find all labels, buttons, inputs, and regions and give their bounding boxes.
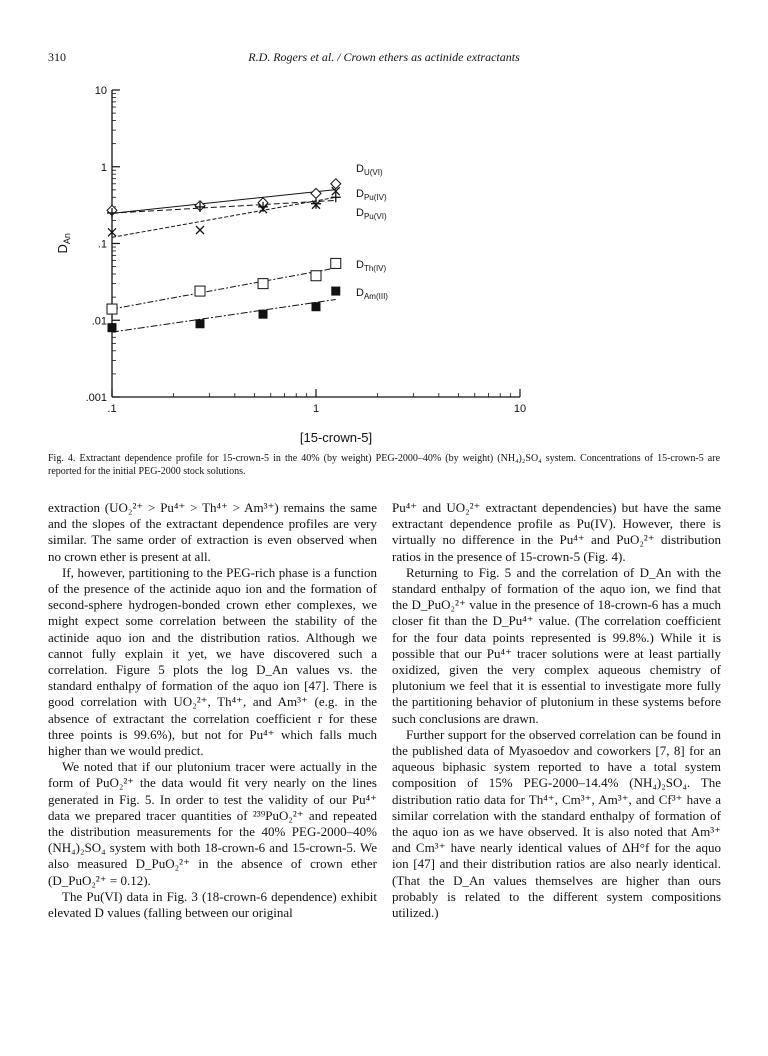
- right-paragraph-1: Pu⁴⁺ and UO₂²⁺ extractant dependencies) but have the same extractant dependence profile as Pu(IV). However, there is virtually no difference in the Pu⁴⁺ and PuO₂²⁺ distribution ratios in the presence of 15-crown-5 (Fig. 4).: [392, 500, 721, 564]
- fit-line: [112, 197, 336, 237]
- am-iii-point: [312, 302, 321, 311]
- th-iv-point: [107, 304, 117, 314]
- fit-lines: [112, 190, 336, 332]
- th-iv-point: [331, 258, 341, 268]
- left-paragraph-3: We noted that if our plutonium tracer were actually in the form of PuO₂²⁺ the data would fit very nearly on the lines generated in Fig. 5. In order to test the validity of our Pu⁴⁺ data we prepared tracer quantities of ²³⁹PuO₂²⁺ and repeated the distribution measurements for the 40% PEG-2000–40% (NH₄)₂SO₄ system with both 18-crown-6 and 15-crown-5. We also measured D_PuO₂²⁺ in the absence of crown ether (D_PuO₂²⁺ = 0.12).: [48, 759, 377, 888]
- running-head: R.D. Rogers et al. / Crown ethers as actinide extractants: [248, 50, 520, 64]
- extractant-dependence-chart: [0, 0, 768, 450]
- y-axis-label: $D_{An}$: [55, 233, 72, 254]
- x-tick-label: 1: [312, 403, 320, 415]
- u-vi-point: [311, 188, 321, 198]
- th-iv-point: [195, 286, 205, 296]
- page-number: 310: [48, 50, 66, 64]
- left-paragraph-4: The Pu(VI) data in Fig. 3 (18-crown-6 dependence) exhibit elevated D values (falling between our original: [48, 888, 377, 921]
- series-label: $D_{Pu(VI)}$: [356, 207, 387, 221]
- y-tick-label: 10: [94, 85, 107, 97]
- x-axis-label: [15-crown-5]: [299, 430, 373, 445]
- series-label: $D_{Am(III)}$: [356, 287, 388, 301]
- body-column-left: [48, 500, 377, 921]
- series-labels: [356, 163, 388, 301]
- right-paragraph-3: Further support for the observed correlation can be found in the published data of Myasoedov and coworkers [7, 8] for an aqueous biphasic system reported to have a total system composition of 15% PEG-2000–14.4% (NH₄)₂SO₄. The distribution ratio data for Th⁴⁺, Cm³⁺, Am³⁺, and Cf³⁺ have a similar correlation with the standard enthalpy of formation of the aquo ion as we have observed. It is also noted that Am³⁺ and Cm³⁺ have nearly identical values of ΔH°f for the aquo ion [47] and their distribution ratios are also nearly identical. (That the D_An values themselves are higher than ours probably is related to the different system compositions utilized.): [392, 726, 721, 921]
- y-tick-label: 1: [100, 161, 107, 174]
- x-tick-label: .1: [107, 403, 117, 415]
- x-tick-label: 10: [513, 403, 527, 415]
- fit-line: [112, 300, 336, 333]
- am-iii-point: [331, 287, 340, 296]
- am-iii-point: [259, 310, 268, 319]
- fit-line: [112, 200, 336, 213]
- caption-label: Fig. 4.: [48, 453, 76, 464]
- right-paragraph-2: Returning to Fig. 5 and the correlation of D_An with the standard enthalpy of formation of the aquo ion, we find that the D_PuO₂²⁺ value in the presence of 18-crown-6 has a much closer fit than the D_Pu⁴⁺ value. (The correlation coefficient for the four data points represented is 99.8%.) While it is possible that our Pu⁴⁺ tracer solutions were at least partially oxidized, given the very complex aqueous chemistry of plutonium we feel that it is essential to investigate more fully the partitioning behavior of plutonium in these systems before such conclusions are drawn.: [392, 564, 721, 726]
- y-tick-label: .1: [97, 238, 107, 251]
- series-label: $D_{Pu(IV)}$: [356, 188, 387, 202]
- left-paragraph-1: extraction (UO₂²⁺ > Pu⁴⁺ > Th⁴⁺ > Am³⁺) remains the same and the slopes of the extractant dependence profiles are very similar. The same order of extraction is even observed when no crown ether is present at all.: [48, 500, 377, 564]
- am-iii-point: [108, 323, 117, 332]
- series-label: $D_{Th(IV)}$: [356, 259, 387, 273]
- figure-caption: [48, 452, 720, 478]
- pu-vi-point: [196, 226, 204, 234]
- chart-axes: [55, 85, 526, 415]
- y-tick-label: .01: [91, 315, 107, 328]
- fit-line: [112, 190, 336, 214]
- series-label: $D_{U(VI)}$: [356, 163, 383, 177]
- y-tick-label: .001: [85, 392, 107, 404]
- th-iv-point: [311, 271, 321, 281]
- fit-line: [112, 268, 336, 309]
- th-iv-point: [258, 279, 268, 289]
- body-column-right: [392, 500, 721, 921]
- caption-text: Extractant dependence profile for 15-crown-5 in the 40% (by weight) PEG-2000–40% (by weight) (NH₄)₂SO₄ system. Concentrations of 15-crown-5 are reported for the initial PEG-2000 stock solutions.: [48, 453, 721, 477]
- left-paragraph-2: If, however, partitioning to the PEG-rich phase is a function of the presence of the actinide aquo ion and the formation of second-sphere hydrogen-bonded crown ether complexes, we might expect some correlation between the stability of the actinide aquo ion and the distribution ratios. Although we cannot fully explain it yet, we have discovered such a correlation. Figure 5 plots the log D_An values vs. the standard enthalpy of formation of the aquo ion [47]. There is good correlation with UO₂²⁺, Th⁴⁺, and Am³⁺ (e.g. in the absence of extractant the correlation coefficient r for these three points is 99.6%), but not for Pu⁴⁺ which falls much higher than we would predict.: [48, 564, 377, 759]
- am-iii-point: [195, 319, 204, 328]
